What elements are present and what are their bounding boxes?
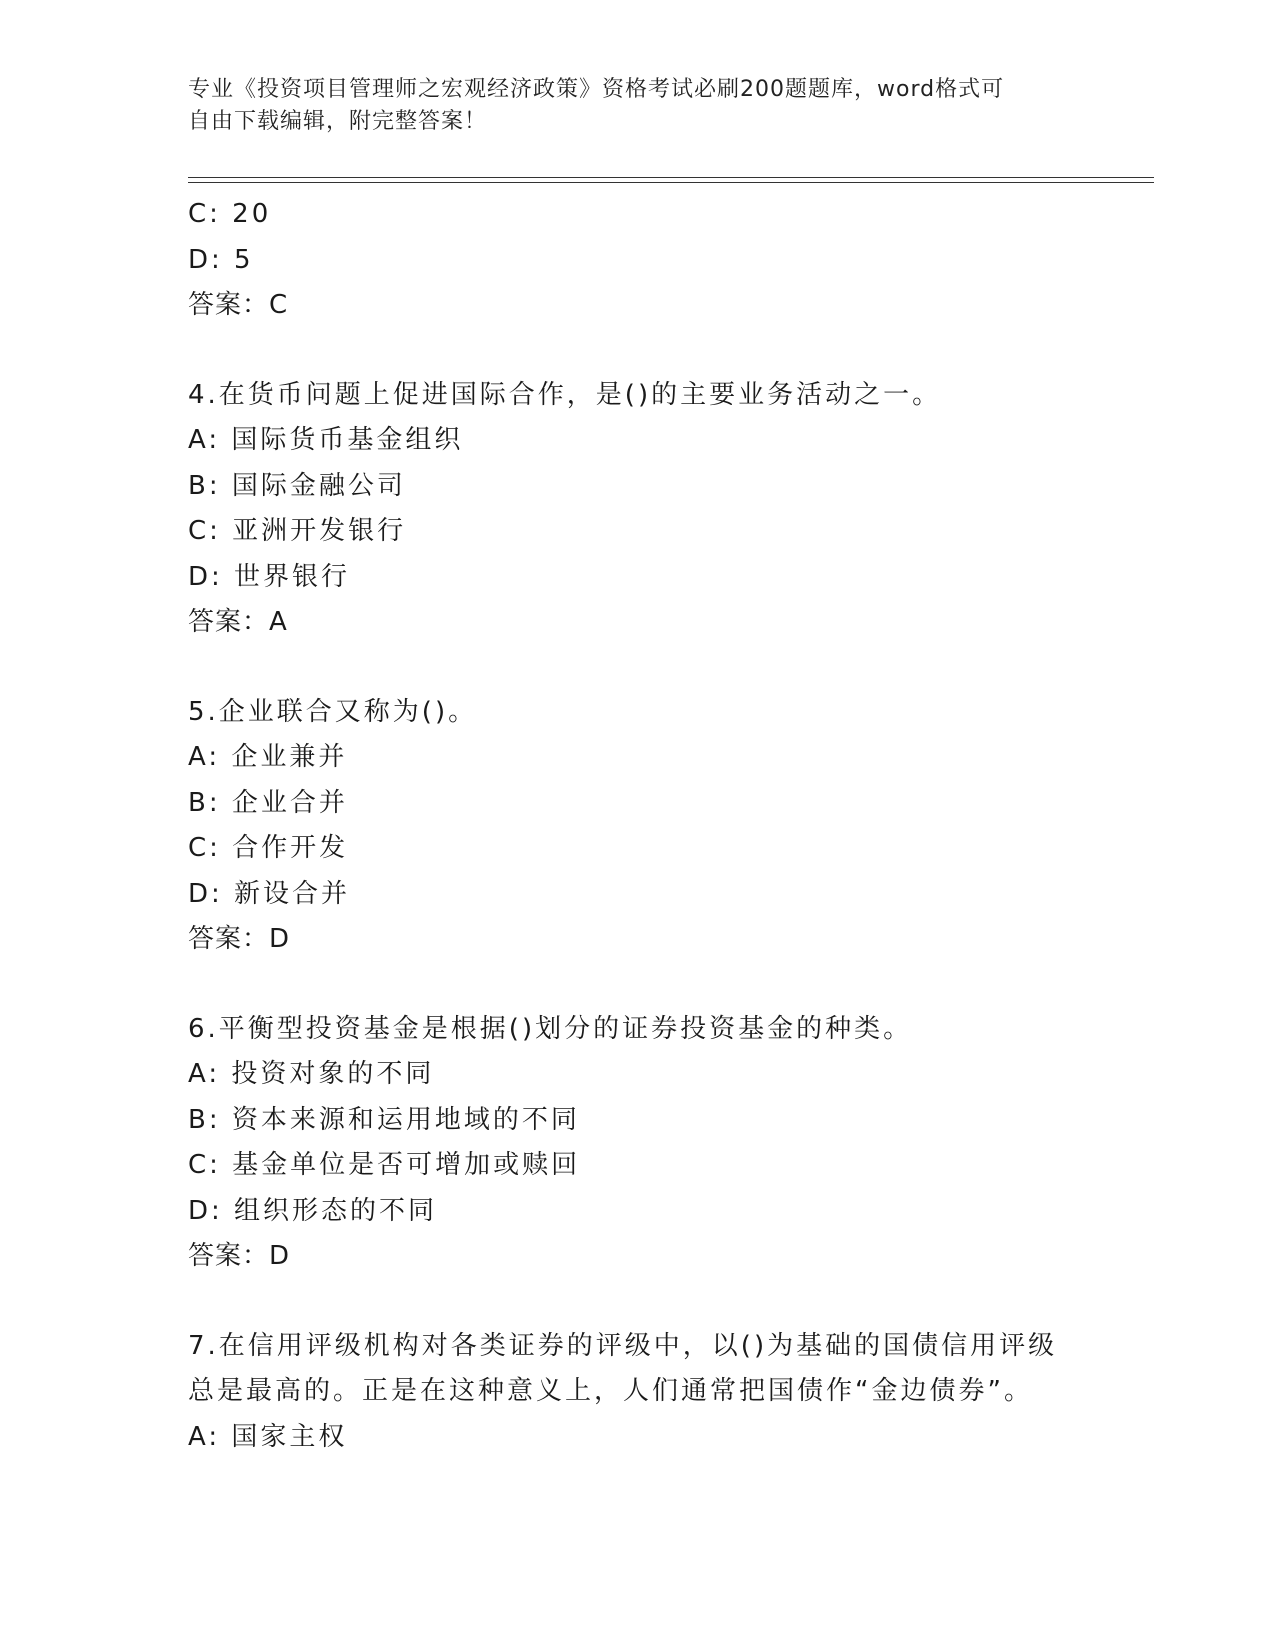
document-header bbox=[188, 74, 1068, 138]
question-block bbox=[188, 690, 1088, 963]
option-line: A: 投资对象的不同 bbox=[188, 1059, 435, 1089]
option-line: A: 国家主权 bbox=[188, 1421, 348, 1452]
header-divider bbox=[188, 177, 1154, 183]
question-list bbox=[188, 192, 1088, 1460]
block-gap bbox=[188, 646, 1088, 690]
option-line: A: 企业兼并 bbox=[188, 742, 348, 772]
option-line: B: 国际金融公司 bbox=[188, 470, 406, 501]
question-block bbox=[188, 373, 1088, 646]
option-line: B: 资本来源和运用地域的不同 bbox=[188, 1104, 580, 1135]
option-line: D: 新设合并 bbox=[188, 878, 351, 909]
option-line: C: 亚洲开发银行 bbox=[188, 516, 407, 546]
header-line-1: 专业《投资项目管理师之宏观经济政策》资格考试必刷200题题库，word格式可 bbox=[188, 77, 1005, 102]
block-gap bbox=[188, 1280, 1088, 1324]
question-text: 4.在货币问题上促进国际合作，是()的主要业务活动之一。 bbox=[188, 379, 942, 410]
question-text: 5.企业联合又称为()。 bbox=[188, 696, 478, 727]
option-line: B: 企业合并 bbox=[188, 787, 348, 818]
block-gap bbox=[188, 963, 1088, 1007]
option-line: D: 世界银行 bbox=[188, 561, 351, 592]
option-line: D: 组织形态的不同 bbox=[188, 1195, 438, 1226]
question-block bbox=[188, 192, 1088, 329]
question-text: 7.在信用评级机构对各类证券的评级中，以()为基础的国债信用评级 bbox=[188, 1330, 1058, 1361]
answer-line: 答案：C bbox=[188, 290, 289, 320]
question-block bbox=[188, 1007, 1088, 1280]
option-line: A: 国际货币基金组织 bbox=[188, 425, 464, 455]
question-text: 总是最高的。正是在这种意义上，人们通常把国债作“金边债券”。 bbox=[188, 1376, 1033, 1406]
header-line-2: 自由下载编辑，附完整答案！ bbox=[188, 109, 488, 134]
option-line: D: 5 bbox=[188, 244, 254, 275]
block-gap bbox=[188, 329, 1088, 373]
option-line: C: 基金单位是否可增加或赎回 bbox=[188, 1150, 581, 1180]
answer-line: 答案：D bbox=[188, 1241, 291, 1271]
question-block bbox=[188, 1324, 1088, 1461]
question-text: 6.平衡型投资基金是根据()划分的证券投资基金的种类。 bbox=[188, 1013, 913, 1044]
option-line: C: 合作开发 bbox=[188, 833, 349, 863]
option-line: C: 20 bbox=[188, 199, 272, 229]
answer-line: 答案：A bbox=[188, 607, 288, 637]
answer-line: 答案：D bbox=[188, 924, 291, 954]
